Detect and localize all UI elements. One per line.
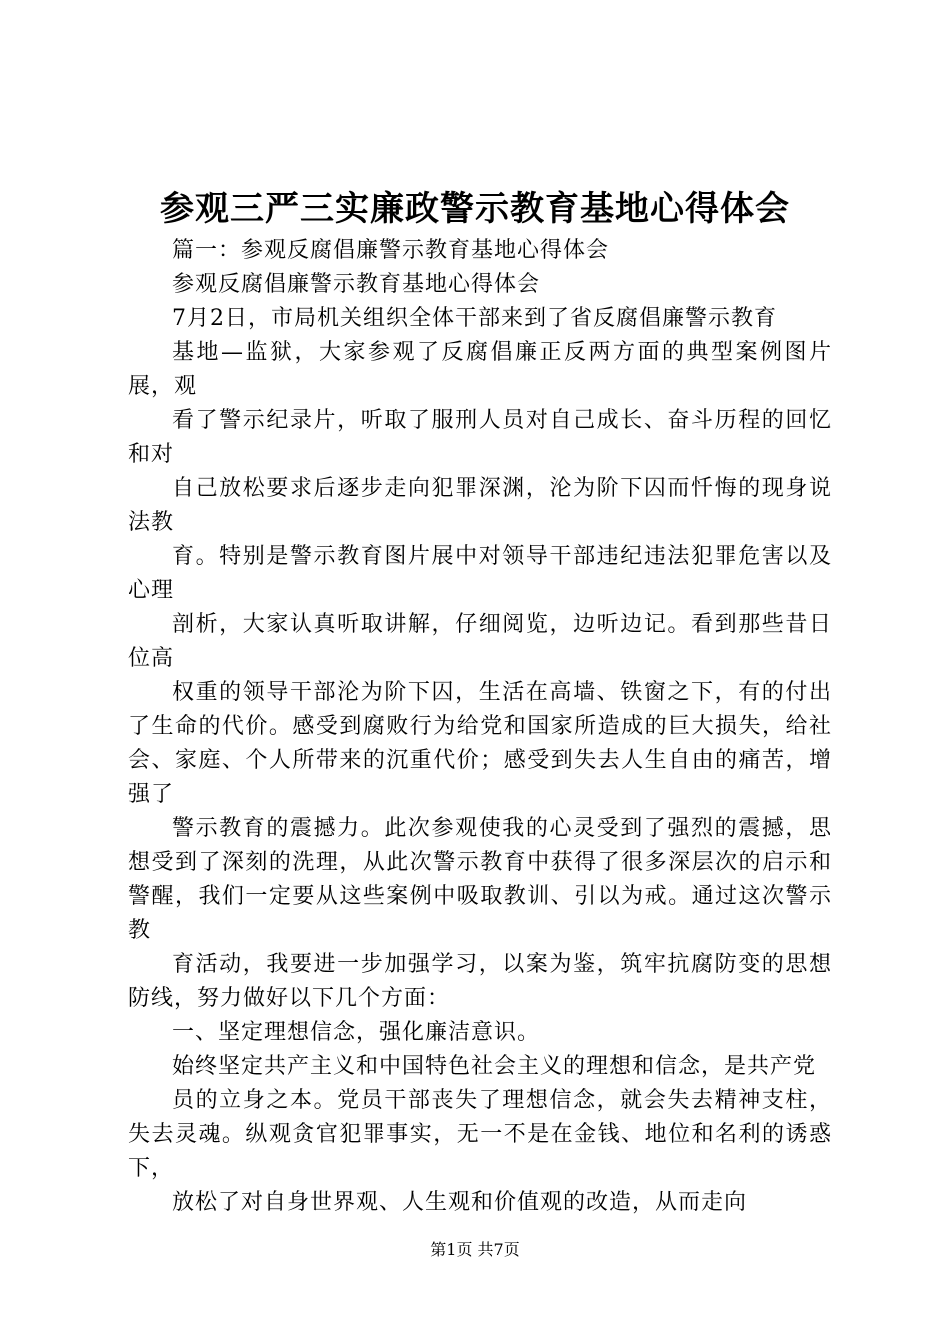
paragraph-14: 员的立身之本。党员干部丧失了理想信念，就会失去精神支柱，失去灵魂。纵观贪官犯罪事实，无一不是在金钱、地位和名利的诱惑下， (128, 1088, 832, 1181)
paragraph-9: 权重的领导干部沦为阶下囚，生活在高墙、铁窗之下，有的付出了生命的代价。感受到腐败行为给党和国家所造成的巨大损失，给社会、家庭、个人所带来的沉重代价；感受到失去人生自由的痛苦，增强了 (128, 680, 832, 807)
paragraph-13: 始终坚定共产主义和中国特色社会主义的理想和信念，是共产党 (172, 1054, 817, 1079)
paragraph-7: 育。特别是警示教育图片展中对领导干部违纪违法犯罪危害以及心理 (128, 544, 832, 603)
paragraph-15: 放松了对自身世界观、人生观和价值观的改造，从而走向 (172, 1190, 748, 1215)
page-footer: 第1页 共7页 (430, 1240, 520, 1259)
paragraph-3: 7月2日，市局机关组织全体干部来到了省反腐倡廉警示教育 (172, 306, 777, 331)
document-title: 参观三严三实廉政警示教育基地心得体会 (160, 189, 790, 229)
paragraph-6: 自己放松要求后逐步走向犯罪深渊，沦为阶下囚而忏悔的现身说法教 (128, 476, 832, 535)
paragraph-8: 剖析，大家认真听取讲解，仔细阅览，边听边记。看到那些昔日位高 (128, 612, 832, 671)
paragraph-10: 警示教育的震撼力。此次参观使我的心灵受到了强烈的震撼，思想受到了深刻的洗理，从此次警示教育中获得了很多深层次的启示和警醒，我们一定要从这些案例中吸取教训、引以为戒。通过这次警示教 (128, 816, 832, 943)
paragraph-5: 看了警示纪录片，听取了服刑人员对自己成长、奋斗历程的回忆和对 (128, 408, 832, 467)
paragraph-1: 篇一：参观反腐倡廉警示教育基地心得体会 (172, 238, 610, 263)
paragraph-12: 一、坚定理想信念，强化廉洁意识。 (172, 1020, 541, 1045)
paragraph-4: 基地—监狱，大家参观了反腐倡廉正反两方面的典型案例图片展，观 (128, 340, 832, 399)
paragraph-11: 育活动，我要进一步加强学习，以案为鉴，筑牢抗腐防变的思想防线，努力做好以下几个方面： (128, 952, 832, 1011)
paragraph-2: 参观反腐倡廉警示教育基地心得体会 (172, 272, 541, 297)
document-body (128, 234, 832, 1220)
